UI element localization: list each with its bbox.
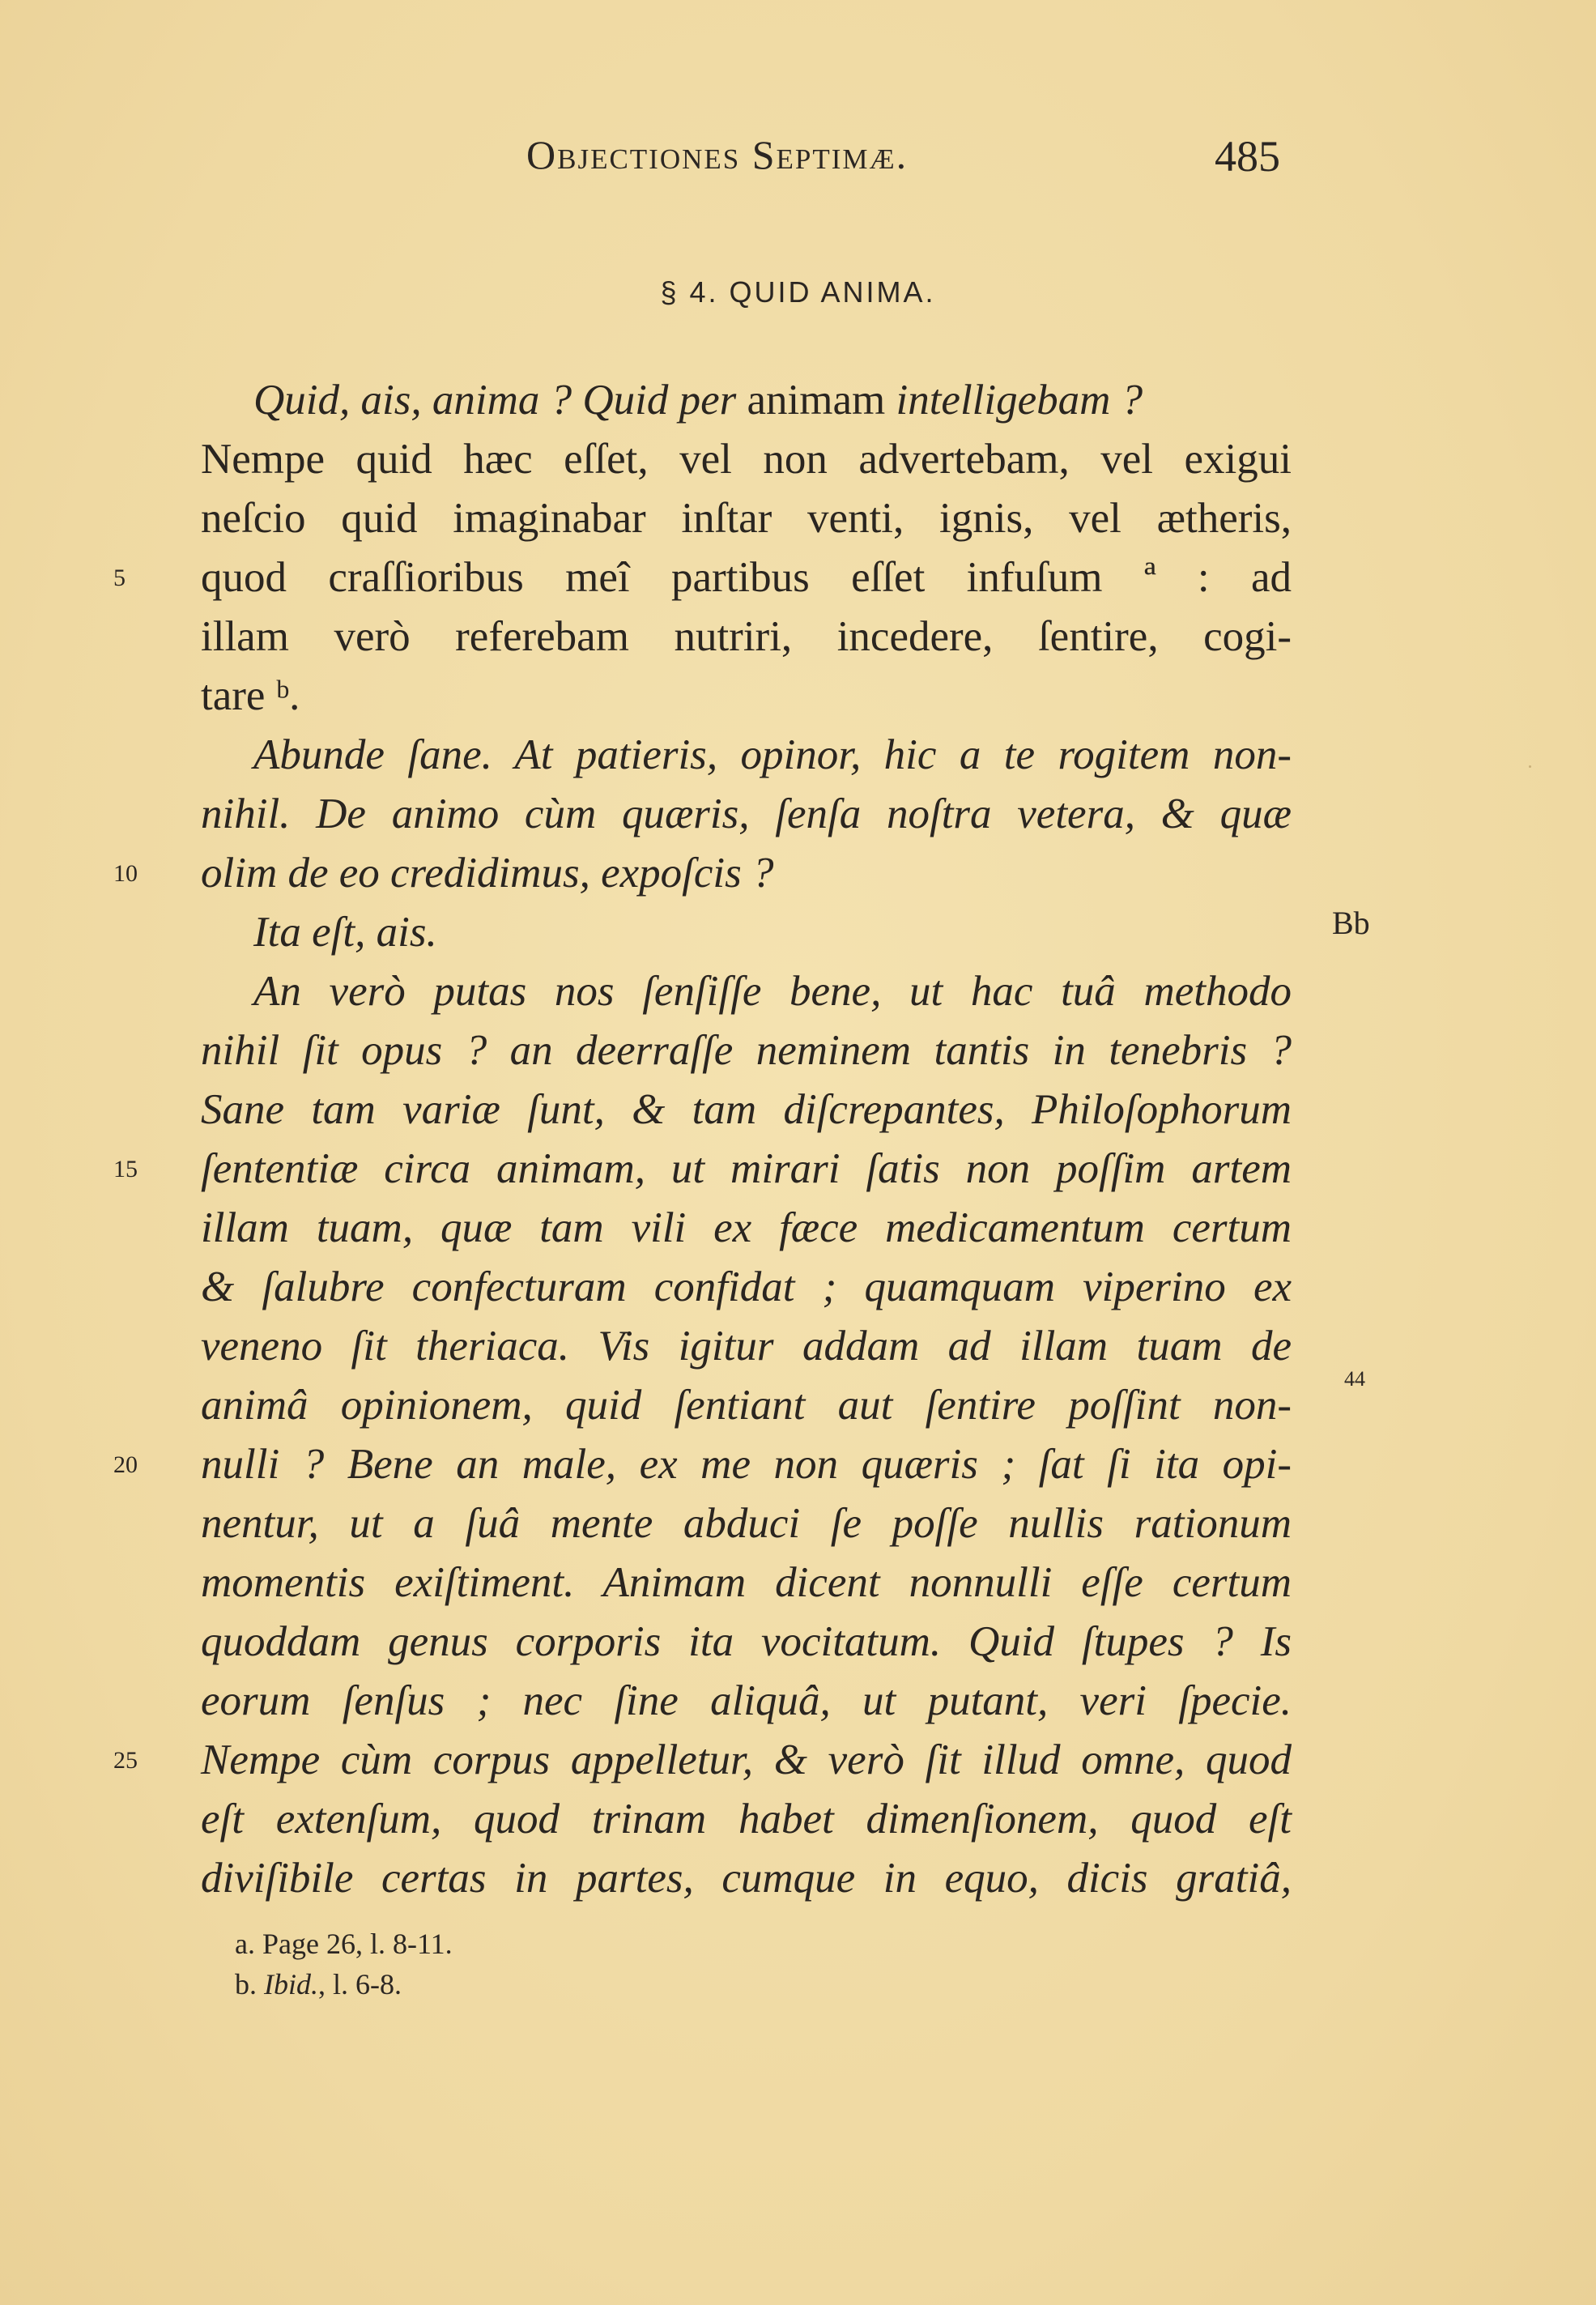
text-line: [201, 1021, 1292, 1080]
line-number: 15: [113, 1156, 138, 1182]
margin-page-reference: 44: [1344, 1367, 1365, 1391]
text-line: [201, 1258, 1292, 1317]
line-number: 20: [113, 1451, 138, 1478]
text-line: [201, 844, 1292, 903]
text-line-content: ſententiæ circa animam, ut mirari ſatis non poſſim artem: [201, 1145, 1292, 1192]
text-fragment: intelligebam ?: [896, 377, 1143, 424]
footnote-label: b.: [235, 1968, 257, 2000]
text-line-content: neſcio quid imaginabar inſtar venti, ignis, vel ætheris,: [201, 495, 1292, 542]
text-line-content: nihil ſit opus ? an deerraſſe neminem tantis in tenebris ?: [201, 1027, 1292, 1074]
text-line: [201, 903, 1292, 962]
text-line-content: veneno ſit theriaca. Vis igitur addam ad illam tuam de: [201, 1323, 1292, 1370]
text-line-content: eſt extenſum, quod trinam habet dimenſionem, quod eſt: [201, 1796, 1292, 1843]
line-number: 5: [113, 565, 126, 591]
page-number: 485: [1215, 132, 1280, 181]
text-line-content: An verò putas nos ſenſiſſe bene, ut hac tuâ methodo: [253, 968, 1292, 1015]
text-line-content: nulli ? Bene an male, ex me non quæris ; ſat ſi ita opi-: [201, 1441, 1292, 1488]
line-number: 10: [113, 860, 138, 887]
text-line: [201, 371, 1292, 430]
footnote-text: Page 26, l. 8-11.: [262, 1928, 453, 1960]
text-line-content: illam verò referebam nutriri, incedere, ſentire, cogi-: [201, 613, 1292, 660]
text-line: [201, 1317, 1292, 1376]
text-fragment: Quid, ais, anima ? Quid per: [253, 377, 747, 424]
text-line-content: animâ opinionem, quid ſentiant aut ſentire poſſint non-: [201, 1382, 1292, 1429]
margin-signature-mark: Bb: [1332, 905, 1370, 941]
page-header: [0, 131, 1596, 188]
text-line: [201, 1080, 1292, 1140]
text-line: [201, 962, 1292, 1021]
text-line-content: [201, 371, 1143, 430]
paper-speck: [1529, 765, 1531, 768]
text-line-content: momentis exiſtiment. Animam dicent nonnulli eſſe certum: [201, 1559, 1292, 1606]
text-line-content: Nempe quid hæc eſſet, vel non advertebam, vel exigui: [201, 436, 1292, 483]
text-line-content: Ita eſt, ais.: [253, 909, 437, 956]
text-line: [201, 1790, 1292, 1849]
text-line: [201, 785, 1292, 844]
section-heading: § 4. QUID ANIMA.: [660, 275, 936, 309]
footnote-text: , l. 6-8.: [318, 1968, 402, 2000]
footnote-a: [235, 1924, 453, 1964]
text-line-content: quoddam genus corporis ita vocitatum. Quid ſtupes ? Is: [201, 1618, 1292, 1665]
text-line: [201, 726, 1292, 785]
text-line-content: diviſibile certas in partes, cumque in equo, dicis gratiâ,: [201, 1855, 1292, 1902]
text-line: [201, 607, 1292, 667]
text-line: [201, 1731, 1292, 1790]
text-line-content: & ſalubre confecturam confidat ; quamquam viperino ex: [201, 1263, 1292, 1310]
text-line: [201, 1140, 1292, 1199]
text-line-content: Nempe cùm corpus appelletur, & verò ſit illud omne, quod: [201, 1736, 1292, 1783]
footnote-text-italic: Ibid.: [264, 1968, 318, 2000]
text-line: [201, 430, 1292, 489]
text-line-content: olim de eo credidimus, expoſcis ?: [201, 850, 774, 897]
footnote-label: a.: [235, 1928, 255, 1960]
text-line: [201, 548, 1292, 607]
footnotes: [235, 1924, 453, 2005]
text-fragment: animam: [747, 377, 896, 424]
text-line: [201, 1672, 1292, 1731]
text-line: [201, 1494, 1292, 1553]
text-line: [201, 1376, 1292, 1435]
text-line: [201, 1613, 1292, 1672]
footnote-b: [235, 1964, 453, 2005]
text-line-content: nihil. De animo cùm quæris, ſenſa noſtra vetera, & quæ: [201, 790, 1292, 837]
line-number: 25: [113, 1747, 138, 1774]
text-line-content: tare ᵇ.: [201, 672, 300, 719]
text-line-content: Abunde ſane. At patieris, opinor, hic a te rogitem non-: [253, 731, 1292, 778]
text-line-content: quod craſſioribus meî partibus eſſet infuſum ª : ad: [201, 554, 1292, 601]
text-line-content: illam tuam, quæ tam vili ex fæce medicamentum certum: [201, 1204, 1292, 1251]
text-line-content: eorum ſenſus ; nec ſine aliquâ, ut putant, veri ſpecie.: [201, 1677, 1292, 1724]
text-line: [201, 1849, 1292, 1908]
text-line: [201, 1553, 1292, 1613]
running-title: Objectiones Septimæ.: [526, 132, 909, 177]
text-line: [201, 1199, 1292, 1258]
text-line: [201, 489, 1292, 548]
text-line: [201, 1435, 1292, 1494]
text-line: [201, 667, 1292, 726]
text-line-content: nentur, ut a ſuâ mente abduci ſe poſſe nullis rationum: [201, 1500, 1292, 1547]
text-line-content: Sane tam variæ ſunt, & tam diſcrepantes, Philoſophorum: [201, 1086, 1292, 1133]
